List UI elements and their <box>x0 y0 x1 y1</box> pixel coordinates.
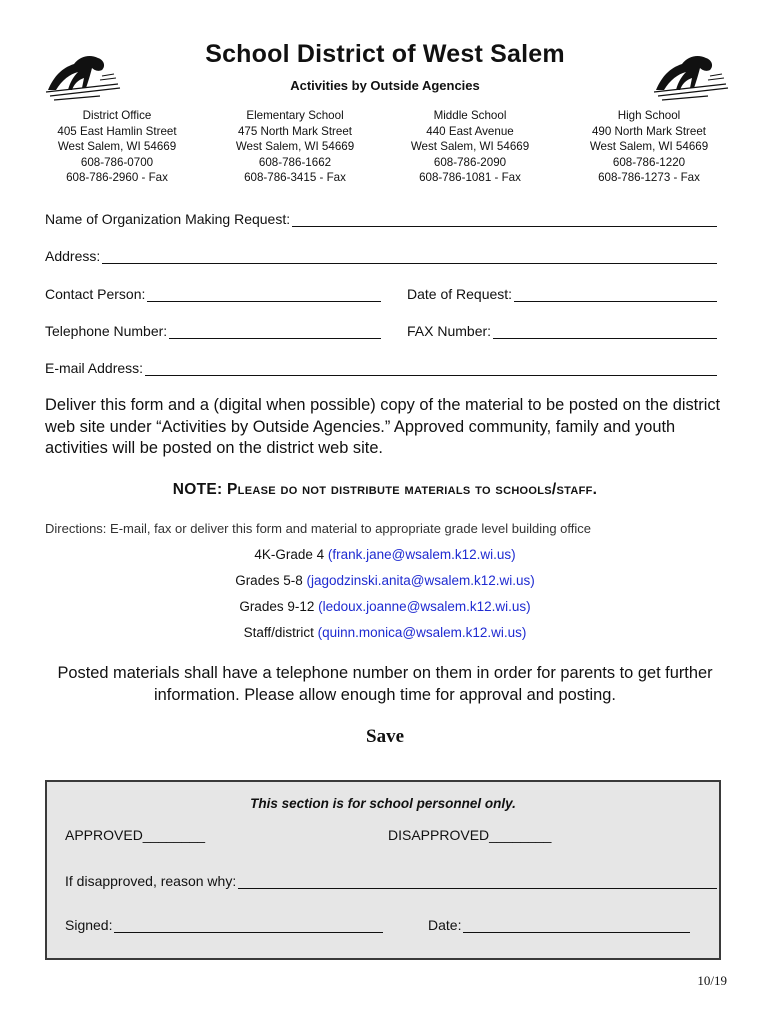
office-street: 490 North Mark Street <box>591 124 707 138</box>
organization-field[interactable] <box>45 211 717 227</box>
office-street: 440 East Avenue <box>426 124 514 138</box>
contact-email-link[interactable]: (ledoux.joanne@wsalem.k12.wi.us) <box>318 599 531 614</box>
signed-field[interactable] <box>65 917 383 933</box>
reason-label: If disapproved, reason why: <box>65 873 237 889</box>
office-district <box>32 108 202 186</box>
fax-input-line[interactable] <box>493 324 717 339</box>
staff-section-title: This section is for school personnel only. <box>250 796 516 811</box>
office-city: West Salem, WI 54669 <box>589 140 709 154</box>
approved-field[interactable] <box>65 827 205 843</box>
office-fax: 608-786-2960 - Fax <box>66 171 168 185</box>
office-city: West Salem, WI 54669 <box>410 140 530 154</box>
staff-date-input-line[interactable] <box>463 918 690 933</box>
office-fax: 608-786-3415 - Fax <box>244 171 346 185</box>
organization-label: Name of Organization Making Request: <box>45 211 291 227</box>
signed-input-line[interactable] <box>114 918 383 933</box>
office-phone: 608-786-2090 <box>433 155 507 169</box>
contact-grades-9-12 <box>0 599 770 614</box>
office-street: 405 East Hamlin Street <box>57 124 177 138</box>
contact-staff-district <box>0 625 770 640</box>
directions-text: Directions: E-mail, fax or deliver this form and material to appropriate grade level building office <box>45 521 592 536</box>
telephone-label: Telephone Number: <box>45 323 168 339</box>
contact-label: Grades 9-12 <box>239 599 315 614</box>
office-city: West Salem, WI 54669 <box>57 140 177 154</box>
office-city: West Salem, WI 54669 <box>235 140 355 154</box>
office-name: Elementary School <box>246 109 344 122</box>
fax-field[interactable] <box>407 323 717 339</box>
save-button[interactable]: Save <box>366 726 404 747</box>
office-elementary <box>210 108 380 186</box>
contact-label: Grades 5-8 <box>235 573 303 588</box>
office-name: District Office <box>82 109 152 122</box>
note-heading: NOTE: Please do not distribute materials to schools/staff. <box>172 481 598 498</box>
disapproved-label: DISAPPROVED________ <box>388 827 552 843</box>
office-fax: 608-786-1273 - Fax <box>598 171 700 185</box>
email-field[interactable] <box>45 360 717 376</box>
telephone-field[interactable] <box>45 323 381 339</box>
page-subtitle: Activities by Outside Agencies <box>290 78 480 93</box>
office-name: High School <box>617 109 681 122</box>
page-number: 10/19 <box>697 973 727 988</box>
disapproved-reason-field[interactable] <box>65 873 717 889</box>
office-middle <box>385 108 555 186</box>
address-label: Address: <box>45 248 101 264</box>
approved-label: APPROVED________ <box>65 827 206 843</box>
contact-email-link[interactable]: (quinn.monica@wsalem.k12.wi.us) <box>317 625 527 640</box>
disapproved-field[interactable] <box>388 827 551 843</box>
posted-materials-text: Posted materials shall have a telephone number on them in order for parents to get further information. Please allow enough time for approval and posting. <box>57 664 713 704</box>
email-input-line[interactable] <box>145 361 717 376</box>
contact-person-field[interactable] <box>45 286 381 302</box>
contact-4k-grade4 <box>0 547 770 562</box>
date-of-request-field[interactable] <box>407 286 717 302</box>
contact-label: 4K-Grade 4 <box>254 547 325 562</box>
office-phone: 608-786-0700 <box>80 155 154 169</box>
contact-email-link[interactable]: (frank.jane@wsalem.k12.wi.us) <box>327 547 516 562</box>
office-name: Middle School <box>433 109 507 122</box>
contact-label: Staff/district <box>243 625 314 640</box>
fax-label: FAX Number: <box>407 323 492 339</box>
office-street: 475 North Mark Street <box>237 124 353 138</box>
staff-section <box>45 780 721 960</box>
email-label: E-mail Address: <box>45 360 144 376</box>
telephone-input-line[interactable] <box>169 324 381 339</box>
office-phone: 608-786-1220 <box>612 155 686 169</box>
staff-date-label: Date: <box>428 917 462 933</box>
deliver-instructions: Deliver this form and a (digital when possible) copy of the material to be posted on the district web site under “Activities by Outside Agencies.” Approved community, family and youth activities will be posted on the district web site. <box>45 396 721 457</box>
reason-input-line[interactable] <box>238 874 717 889</box>
contact-person-input-line[interactable] <box>147 287 381 302</box>
address-field[interactable] <box>45 248 717 264</box>
page-title: School District of West Salem <box>205 40 565 68</box>
address-input-line[interactable] <box>102 249 717 264</box>
office-fax: 608-786-1081 - Fax <box>419 171 521 185</box>
contact-grades-5-8 <box>0 573 770 588</box>
contact-email-link[interactable]: (jagodzinski.anita@wsalem.k12.wi.us) <box>306 573 535 588</box>
office-high <box>564 108 734 186</box>
office-phone: 608-786-1662 <box>258 155 332 169</box>
organization-input-line[interactable] <box>292 212 717 227</box>
date-of-request-label: Date of Request: <box>407 286 513 302</box>
contact-person-label: Contact Person: <box>45 286 146 302</box>
signed-label: Signed: <box>65 917 113 933</box>
staff-date-field[interactable] <box>428 917 690 933</box>
date-of-request-input-line[interactable] <box>514 287 717 302</box>
